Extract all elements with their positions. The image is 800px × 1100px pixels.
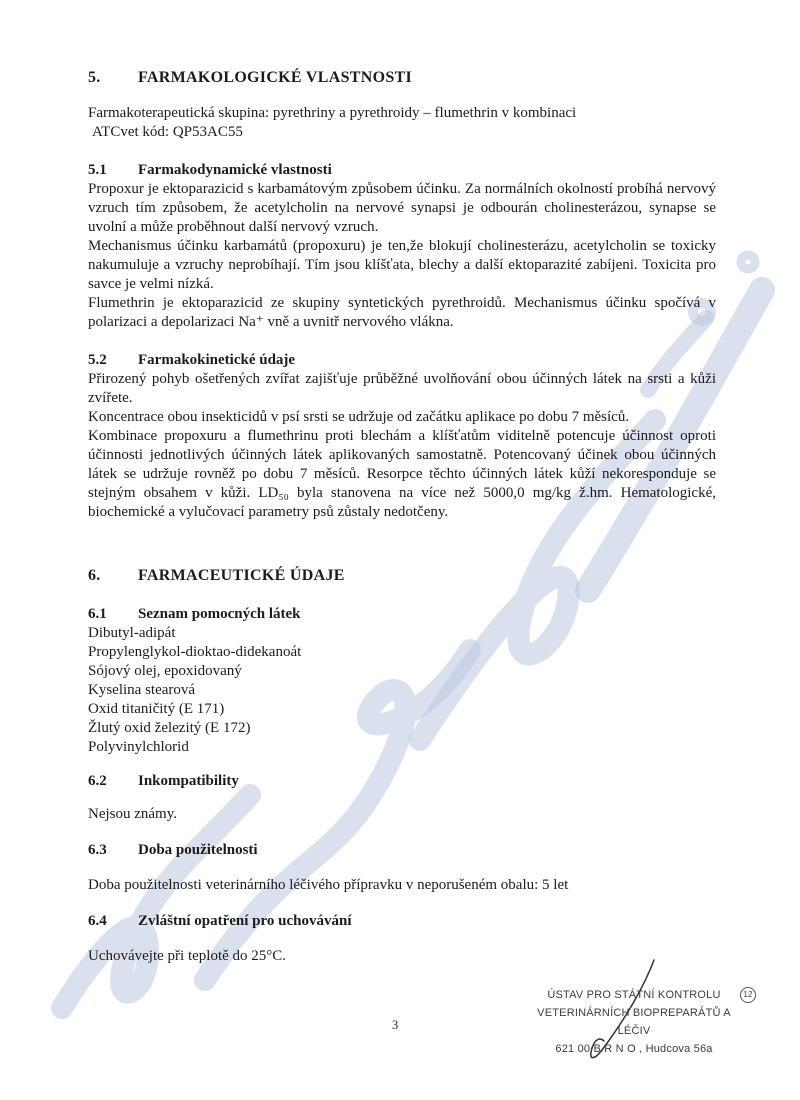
section-title: FARMAKOLOGICKÉ VLASTNOSTI: [138, 69, 413, 86]
stamp-text: ÚSTAV PRO STÁTNÍ KONTROLU: [547, 989, 721, 1001]
section-heading-5: [88, 68, 716, 88]
paragraph: Mechanismus účinku karbamátů (propoxuru) je ten,že blokují cholinesterázu, acetylcholin se toxicky nakumuluje a vzruchy neprobíhají. Tím jsou klíšťata, blechy a další ektoparazité zabíjeni. Toxicita pro savce je velmi nízká.: [88, 238, 716, 292]
institution-stamp: [528, 986, 753, 1058]
section-title: FARMACEUTICKÉ ÚDAJE: [138, 567, 345, 584]
section-number: 5.: [88, 69, 101, 86]
section-heading-6-3: [88, 840, 716, 860]
excipient-item: Propylenglykol-dioktao-didekanoát: [88, 644, 302, 660]
section-number: 6.2: [88, 773, 107, 789]
section-number: 6.: [88, 567, 101, 584]
section-title: Inkompatibility: [138, 773, 239, 789]
paragraph: Uchovávejte při teplotě do 25°C.: [88, 948, 287, 964]
paragraph: Kombinace propoxuru a flumethrinu proti blechám a klíšťatům viditelně potencuje účinnost oproti účinnosti jednotlivých účinných látek aplikovaných samostatně. Potencovaný účinek obou účinných látek se udržuje rovněž po dobu 7 měsíců. Resorpce těchto účinných látek kůží nekoresponduje se stejným obsahem v kůži. LD₅₀ byla stanovena na více než 5000,0 mg/kg ž.hm. Hematologické, biochemické a vylučovací parametry psů zůstaly nedotčeny.: [88, 428, 716, 520]
section-heading-6-4: [88, 911, 716, 931]
section-title: Farmakokinetické údaje: [138, 352, 296, 368]
page-number: 3: [392, 1018, 399, 1032]
excipient-item: Oxid titaničitý (E 171): [88, 701, 225, 717]
section-heading-5-1: [88, 160, 716, 180]
paragraph: Doba použitelnosti veterinárního léčivého přípravku v neporušeném obalu: 5 let: [88, 877, 569, 893]
stamp-line: VETERINÁRNÍCH BIOPREPARÁTŮ A LÉČIV: [537, 1007, 731, 1037]
section-heading-5-2: [88, 350, 716, 370]
paragraph: Přirozený pohyb ošetřených zvířat zajišťuje průběžné uvolňování obou účinných látek na srsti a kůži zvířete.: [88, 371, 716, 406]
section-number: 6.1: [88, 606, 107, 622]
excipient-item: Kyselina stearová: [88, 682, 196, 698]
stamp-number-badge: 12: [740, 987, 756, 1003]
section-title: Seznam pomocných látek: [138, 606, 301, 622]
atcvet-code: ATCvet kód: QP53AC55: [92, 124, 243, 140]
pharmacotherapeutic-group: Farmakoterapeutická skupina: pyrethriny a pyrethroidy – flumethrin v kombinaci: [88, 105, 577, 121]
section-number: 6.3: [88, 842, 107, 858]
section-heading-6: [88, 566, 716, 586]
section-heading-6-1: [88, 604, 716, 624]
excipient-item: Sójový olej, epoxidovaný: [88, 663, 242, 679]
section-number: 5.1: [88, 162, 107, 178]
paragraph: Nejsou známy.: [88, 806, 178, 822]
paragraph: Flumethrin je ektoparazicid ze skupiny syntetických pyrethroidů. Mechanismus účinku spočívá v polarizaci a depolarizaci Na⁺ vně a uvnitř nervového vlákna.: [88, 295, 716, 330]
paragraph: Propoxur je ektoparazicid s karbamátovým způsobem účinku. Za normálních okolností probíhá nervový vzruch tím způsobem, že acetylcholin na nervové synapsi je odbourán cholinesterázou, synapse se uvolní a může proběhnout další nervový vzruch.: [88, 181, 716, 235]
paragraph: Koncentrace obou insekticidů v psí srsti se udržuje od začátku aplikace po dobu 7 měsíců.: [88, 409, 630, 425]
section-title: Doba použitelnosti: [138, 842, 258, 858]
stamp-line: 621 00 B R N O , Hudcova 56a: [555, 1043, 713, 1055]
section-number: 6.4: [88, 913, 107, 929]
excipient-item: Dibutyl-adipát: [88, 625, 176, 641]
section-heading-6-2: [88, 771, 716, 791]
section-number: 5.2: [88, 352, 107, 368]
stamp-line: [528, 986, 753, 1004]
section-title: Zvláštní opatření pro uchovávání: [138, 913, 352, 929]
excipient-item: Žlutý oxid železitý (E 172): [88, 720, 251, 736]
excipient-item: Polyvinylchlorid: [88, 739, 189, 755]
section-title: Farmakodynamické vlastnosti: [138, 162, 332, 178]
